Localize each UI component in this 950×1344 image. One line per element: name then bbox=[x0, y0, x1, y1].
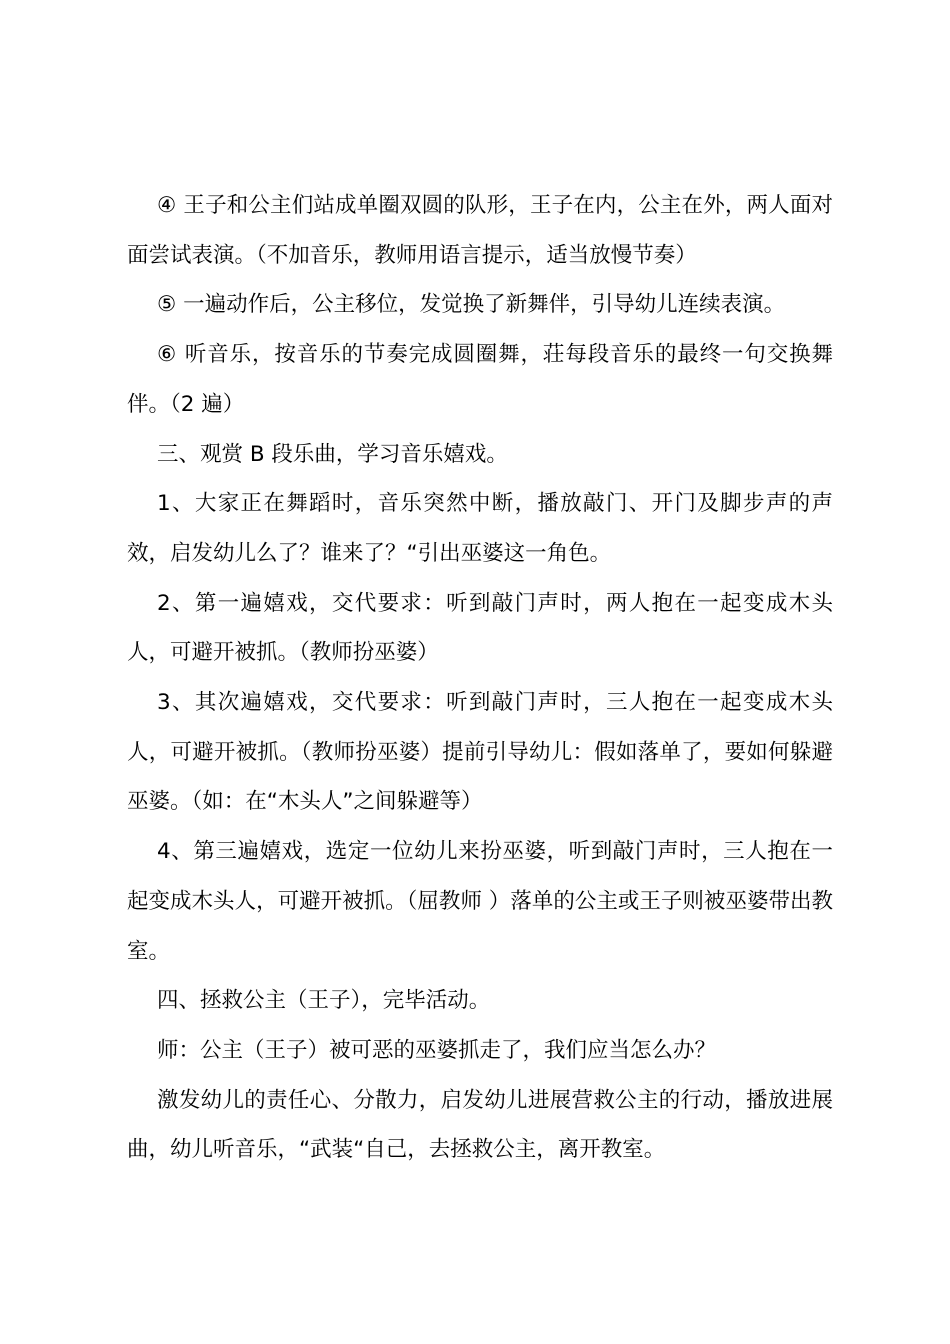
paragraph-item-2: 2、第一遍嬉戏，交代要求：听到敲门声时，两人抱在一起变成木头人，可避开被抓。（教师扮巫婆） bbox=[127, 590, 833, 666]
paragraph-teacher-line: 师：公主（王子）被可恶的巫婆抓走了，我们应当怎么办？ bbox=[157, 1037, 717, 1063]
paragraph-item-1: 1、大家正在舞蹈时，音乐突然中断，播放敲门、开门及脚步声的声效，启发幼儿么了？谁来了？“引出巫婆这一角色。 bbox=[127, 491, 833, 566]
paragraph-step-4: ④ 王子和公主们站成单圈双圆的队形，王子在内，公主在外，两人面对面尝试表演。（不加音乐，教师用语言提示，适当放慢节奏） bbox=[127, 193, 833, 268]
section-heading-3: 三、观赏 B 段乐曲，学习音乐嬉戏。 bbox=[157, 441, 508, 467]
paragraph-closing: 激发幼儿的责任心、分散力，启发幼儿进展营救公主的行动，播放进展曲，幼儿听音乐，“武装“自己，去拯救公主，离开教室。 bbox=[127, 1087, 833, 1163]
paragraph-step-6: ⑥ 听音乐，按音乐的节奏完成圆圈舞，荘每段音乐的最终一句交换舞伴。（2 遍） bbox=[127, 342, 833, 417]
paragraph-item-3: 3、其次遍嬉戏，交代要求：听到敲门声时，三人抱在一起变成木头人，可避开被抓。（教师扮巫婆）提前引导幼儿：假如落单了，要如何躲避巫婆。（如：在“木头人”之间躲避等） bbox=[127, 690, 833, 815]
section-heading-4: 四、拯救公主（王子），完毕活动。 bbox=[157, 988, 491, 1014]
document-body bbox=[127, 181, 833, 1175]
paragraph-item-4: 4、第三遍嬉戏，选定一位幼儿来扮巫婆，听到敲门声时，三人抱在一起变成木头人，可避开被抓。（屈教师 ）落单的公主或王子则被巫婆带出教室。 bbox=[127, 839, 833, 964]
paragraph-step-5: ⑤ 一遍动作后，公主移位，发觉换了新舞伴，引导幼儿连续表演。 bbox=[157, 292, 786, 318]
